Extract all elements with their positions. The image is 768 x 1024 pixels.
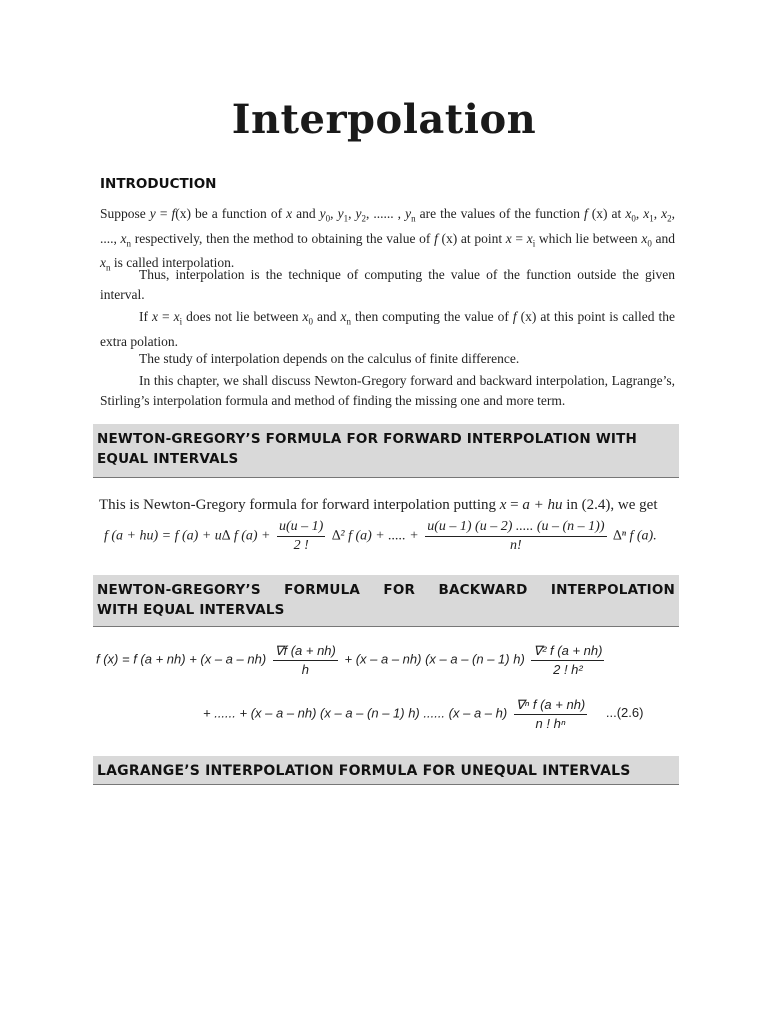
forward-fraction-2: $\frac{u(u - 1) (u - 2) ..... (u - (n - 1))}{n!}$ <box>427 519 605 553</box>
page-title: Interpolation <box>231 96 537 143</box>
backward-formula-line-2: + ...... + (x – a – nh) (x – a – (n – 1) h) ...... (x – a – h) $\frac{\text{∇ⁿ f (a + nh)}}{\text{n ! hⁿ}}$ ...(2.6) <box>203 697 644 731</box>
backward-fraction-3: $\frac{\text{∇ⁿ f (a + nh)}}{\text{n ! hⁿ}}$ <box>515 697 586 731</box>
backward-fraction-2: $\frac{\text{∇² f (a + nh)}}{\text{2 ! h²}}$ <box>533 643 603 677</box>
section-heading-backward <box>93 575 679 627</box>
forward-fraction-1: $\frac{u(u - 1)}{2 !}$ <box>279 519 324 553</box>
equation-number: ...(2.6) <box>605 705 644 721</box>
section-heading-forward-line-2: EQUAL INTERVALS <box>97 451 239 467</box>
section-heading-lagrange: LAGRANGE’S INTERPOLATION FORMULA FOR UNEQUAL INTERVALS <box>93 756 679 785</box>
forward-lead-text: This is Newton-Gregory formula for forward interpolation putting x = a + hu in (2.4), we get <box>99 497 658 513</box>
intro-paragraph-5: In this chapter, we shall discuss Newton-Gregory forward and backward interpolation, Lagrange’s, Stirling’s interpolation formula and method of finding the missing one and more term. <box>100 373 675 408</box>
intro-paragraph-2: Thus, interpolation is the technique of computing the value of the function outside the given interval. <box>100 267 675 302</box>
section-heading-backward-line-1: NEWTON-GREGORY’S FORMULA FOR BACKWARD INTERPOLATION <box>97 582 675 598</box>
intro-paragraph-3: If $x = x_i$ does not lie between $x_0$ and $x_n$ then computing the value of f (x) at this point is called the extra polation. <box>100 309 675 349</box>
forward-formula: f (a + hu) = f (a) + u∆ f (a) + $\frac{u(u - 1)}{2 !}$ ∆² f (a) + ..... + $\frac{u(u - 1) (u - 2) ..... (u - (n - 1))}{n!}$ ∆ⁿ f (a). <box>104 519 657 553</box>
section-heading-forward-line-1: NEWTON-GREGORY’S FORMULA FOR FORWARD INTERPOLATION WITH <box>97 431 638 447</box>
section-heading-forward <box>93 424 679 478</box>
backward-formula-line-1: f (x) = f (a + nh) + (x – a – nh) $\frac{\nabla f (a + nh)}{h}$ + (x – a – nh) (x – a – (n – 1) h) $\frac{\text{∇² f (a + nh)}}{\text{2 ! h²}}$ <box>96 643 603 677</box>
section-heading-introduction: INTRODUCTION <box>100 176 217 192</box>
section-heading-backward-line-2: WITH EQUAL INTERVALS <box>97 602 285 618</box>
intro-paragraph-4: The study of interpolation depends on the calculus of finite difference. <box>139 351 520 366</box>
intro-paragraph-1: Suppose y = f(x) be a function of x and $y_0$, $y_1$, $y_2$, ...... , $y_n$ are the values of the function f (x) at $x_0$, $x_1$, $x_2$, ...., $x_n$ respectively, then the method to obtaining the value of f (x) at point $x = x_i$ which lie between $x_0$ and $x_n$ is called interpolation. <box>100 206 676 274</box>
backward-fraction-1: $\frac{\nabla f (a + nh)}{h}$ <box>274 643 336 677</box>
